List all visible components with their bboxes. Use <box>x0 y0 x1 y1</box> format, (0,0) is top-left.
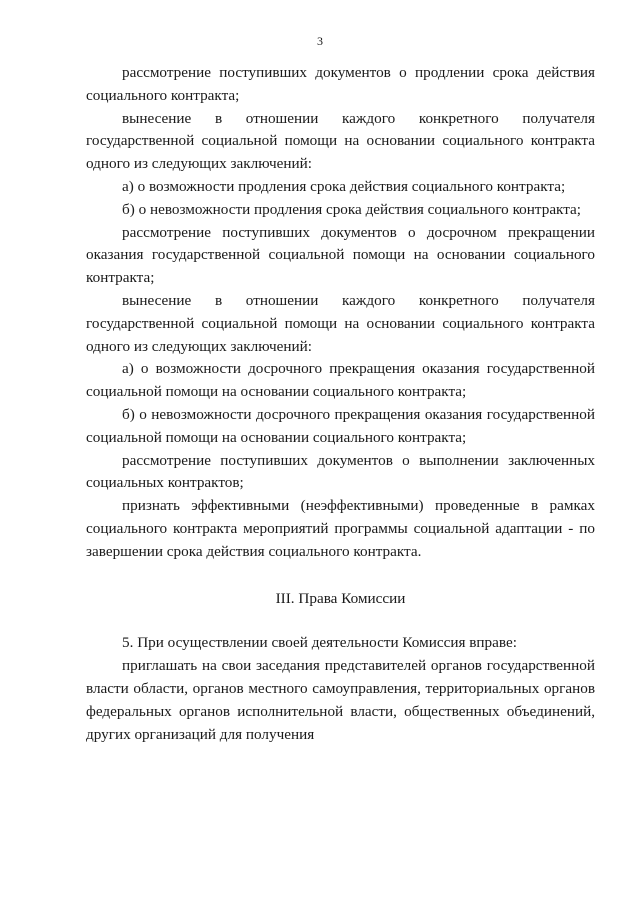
paragraph-conclusion-termination: вынесение в отношении каждого конкретного получателя государственной социальной помощи на основании социального контракта одного из следующих заключений: <box>86 291 595 355</box>
paragraph-effectiveness: признать эффективными (неэффективными) проведенные в рамках социального контракта мероприятий программы социальной адаптации - по завершении срока действия социального контракта. <box>86 497 595 560</box>
paragraph-review-termination: рассмотрение поступивших документов о досрочном прекращении оказания государственной социальной помощи на основании социального контракта; <box>86 223 595 287</box>
paragraph-conclusion-extension: вынесение в отношении каждого конкретного получателя государственной социальной помощи на основании социального контракта одного из следующих заключений: <box>86 109 595 173</box>
page-number: 3 <box>317 34 323 48</box>
section-heading: III. Права Комиссии <box>275 589 406 607</box>
paragraph-termination-possible: а) о возможности досрочного прекращения оказания государственной социальной помощи на основании социального контракта; <box>86 360 595 401</box>
paragraph-review-extension: рассмотрение поступивших документов о продлении срока действия социального контракта; <box>86 64 595 104</box>
paragraph-termination-impossible: б) о невозможности досрочного прекращения оказания государственной социальной помощи на основании социального контракта; <box>86 405 595 446</box>
paragraph-rights-intro: 5. При осуществлении своей деятельности Комиссия вправе: <box>122 634 517 652</box>
paragraph-extension-possible: а) о возможности продления срока действия социального контракта; <box>122 177 566 195</box>
paragraph-review-fulfillment: рассмотрение поступивших документов о выполнении заключенных социальных контрактов; <box>86 451 595 492</box>
paragraph-invite-representatives: приглашать на свои заседания представителей органов государственной власти области, органов местного самоуправления, территориальных органов федеральных органов исполнительной власти, общественных объединений, других организаций для получения <box>86 657 595 743</box>
document-body <box>86 62 595 746</box>
paragraph-extension-impossible: б) о невозможности продления срока действия социального контракта; <box>122 200 582 218</box>
